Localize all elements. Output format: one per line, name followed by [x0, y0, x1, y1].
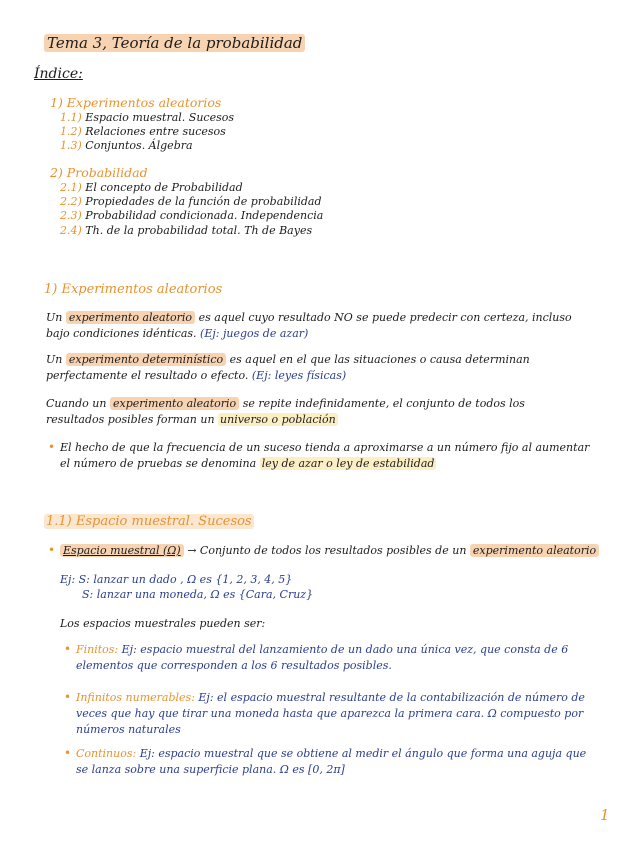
paragraph-universe: Cuando un experimento aleatorio se repite indefinidamente, el conjunto de todos los resultados posibles forman un universo o población	[46, 397, 525, 426]
bullet-icon: •	[64, 746, 72, 760]
bullet-icon: •	[64, 690, 72, 704]
page-number: 1	[600, 806, 610, 824]
index-label: Índice:	[34, 66, 83, 82]
sample-space-types-intro: Los espacios muestrales pueden ser:	[60, 617, 266, 630]
type-countable-infinite: Infinitos numerables: Ej: el espacio muestral resultante de la contabilización de número de veces que hay que tirar una moneda hasta que aparezca la primera cara. Ω compuesto por números naturales	[76, 691, 585, 736]
paragraph-law-of-chance: El hecho de que la frecuencia de un suceso tienda a aproximarse a un número fijo al aumentar el número de pruebas se denomina ley de azar o ley de estabilidad	[60, 441, 590, 470]
page-title: Tema 3, Teoría de la probabilidad	[44, 34, 305, 52]
bullet-icon: •	[48, 543, 56, 557]
toc-item: 2.1) El concepto de Probabilidad	[60, 181, 243, 194]
section-1-heading: 1) Experimentos aleatorios	[44, 282, 223, 297]
toc-item: 1.2) Relaciones entre sucesos	[60, 125, 226, 138]
toc-section-1: 1) Experimentos aleatorios	[50, 95, 222, 110]
toc-item: 1.3) Conjuntos. Álgebra	[60, 139, 193, 152]
paragraph-random-experiment: Un experimento aleatorio es aquel cuyo resultado NO se puede predecir con certeza, incluso bajo condiciones idénticas. (Ej: juegos de azar)	[46, 311, 572, 340]
bullet-icon: •	[64, 642, 72, 656]
toc-item: 2.2) Propiedades de la función de probabilidad	[60, 195, 322, 208]
type-continuous: Continuos: Ej: espacio muestral que se obtiene al medir el ángulo que forma una aguja que se lanza sobre una superficie plana. Ω es [0, 2π]	[76, 747, 587, 776]
toc-item: 1.1) Espacio muestral. Sucesos	[60, 111, 234, 124]
section-1-1-heading: 1.1) Espacio muestral. Sucesos	[46, 514, 252, 529]
toc-item: 2.4) Th. de la probabilidad total. Th de Bayes	[60, 224, 313, 237]
toc-item: 2.3) Probabilidad condicionada. Independencia	[60, 209, 324, 222]
paragraph-deterministic-experiment: Un experimento determinístico es aquel en el que las situaciones o causa determinan perfectamente el resultado o efecto. (Ej: leyes físicas)	[46, 353, 530, 382]
type-finite: Finitos: Ej: espacio muestral del lanzamiento de un dado una única vez, que consta de 6 elementos que corresponden a los 6 resultados posibles.	[76, 643, 569, 672]
definition-sample-space: Espacio muestral (Ω) → Conjunto de todos los resultados posibles de un experimento aleatorio	[60, 543, 600, 559]
toc-section-2: 2) Probabilidad	[50, 165, 148, 180]
example-dice: Ej: S: lanzar un dado , Ω es {1, 2, 3, 4, 5}	[60, 573, 293, 586]
example-coin: S: lanzar una moneda, Ω es {Cara, Cruz}	[82, 588, 314, 601]
bullet-icon: •	[48, 440, 56, 454]
